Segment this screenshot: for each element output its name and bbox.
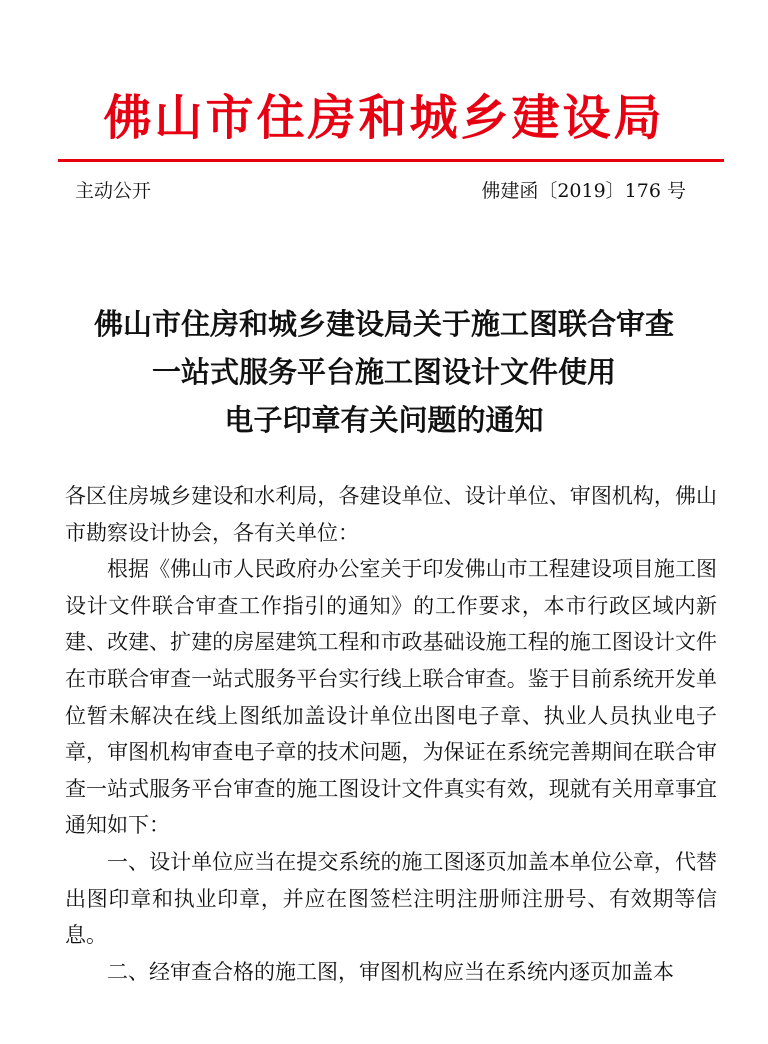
body-paragraph-3: 二、经审查合格的施工图，审图机构应当在系统内逐页加盖本 <box>107 959 674 984</box>
document-number: 佛建函〔2019〕176 号 <box>481 180 686 202</box>
addressee-paragraph: 各区住房城乡建设和水利局，各建设单位、设计单位、审图机构，佛山市勘察设计协会，各有关单位： <box>65 484 717 545</box>
header-red-rule <box>58 159 724 162</box>
title-line-3: 电子印章有关问题的通知 <box>224 403 544 437</box>
title-line-2: 一站式服务平台施工图设计文件使用 <box>151 355 616 389</box>
body-paragraph-2: 一、设计单位应当在提交系统的施工图逐页加盖本单位公章，代替出图印章和执业印章，并应在图签栏注明注册师注册号、有效期等信息。 <box>65 849 717 948</box>
document-body <box>65 478 717 990</box>
body-paragraph-1: 根据《佛山市人民政府办公室关于印发佛山市工程建设项目施工图设计文件联合审查工作指引的通知》的工作要求，本市行政区域内新建、改建、扩建的房屋建筑工程和市政基础设施工程的施工图设计文件在市联合审查一站式服务平台实行线上联合审查。鉴于目前系统开发单位暂未解决在线上图纸加盖设计单位出图电子章、执业人员执业电子章，审图机构审查电子章的技术问题，为保证在系统完善期间在联合审查一站式服务平台审查的施工图设计文件真实有效，现就有关用章事宜通知如下： <box>65 557 717 838</box>
organization-header: 佛山市住房和城乡建设局 <box>103 90 665 146</box>
disclosure-label: 主动公开 <box>75 180 152 202</box>
document-title <box>40 300 728 444</box>
title-line-1: 佛山市住房和城乡建设局关于施工图联合审查 <box>93 307 674 341</box>
